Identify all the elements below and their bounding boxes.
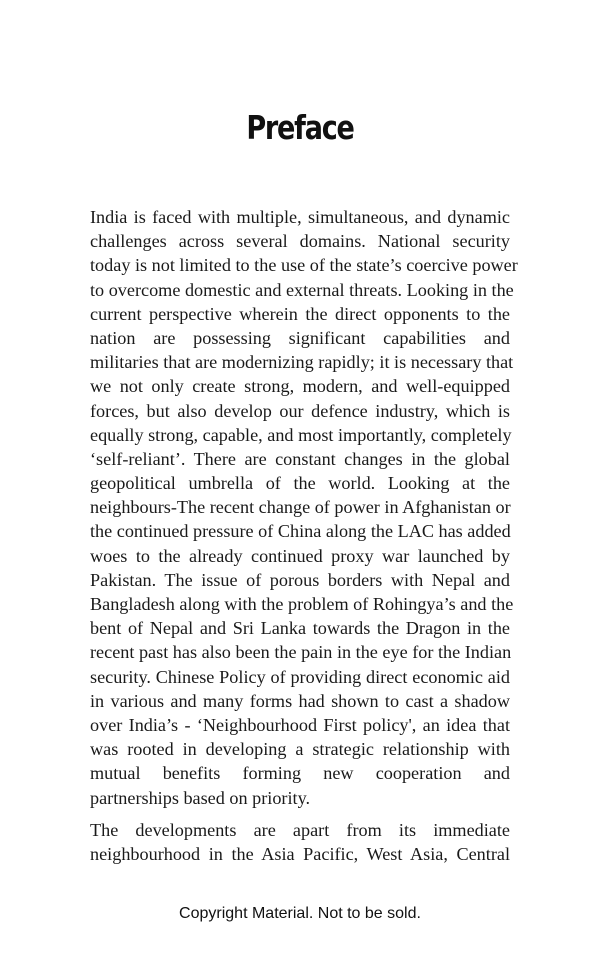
page-title: Preface <box>246 108 354 147</box>
text-line: mutual benefits forming new cooperation and <box>90 763 510 784</box>
text-line: neighbours-The recent change of power in Afghanistan or <box>90 497 511 518</box>
paragraph-spacer <box>90 810 510 818</box>
text-line: nation are possessing significant capabilities and <box>90 327 510 348</box>
text-line: challenges across several domains. National security <box>90 231 510 252</box>
text-line: the continued pressure of China along the LAC has added <box>90 521 511 542</box>
text-line: recent past has also been the pain in the eye for the Indian <box>90 642 512 663</box>
preface-body <box>90 205 518 866</box>
text-line: Bangladesh along with the problem of Rohingya’s and the <box>90 594 514 614</box>
text-line: current perspective wherein the direct opponents to the <box>90 303 510 324</box>
text-line: to overcome domestic and external threats. Looking in the <box>90 279 514 300</box>
text-line: in various and many forms had shown to cast a shadow <box>90 690 510 711</box>
text-line: Pakistan. The issue of porous borders with Nepal and <box>90 569 510 590</box>
text-line: security. Chinese Policy of providing direct economic aid <box>90 666 510 687</box>
text-line: bent of Nepal and Sri Lanka towards the Dragon in the <box>90 618 510 639</box>
text-line: ‘self-reliant’. There are constant changes in the global <box>90 448 510 469</box>
paragraph <box>90 205 518 810</box>
copyright-footer: Copyright Material. Not to be sold. <box>179 905 421 922</box>
text-line: woes to the already continued proxy war launched by <box>90 545 510 566</box>
text-line: over India’s - ‘Neighbourhood First policy', an idea that <box>90 714 510 735</box>
text-line: neighbourhood in the Asia Pacific, West Asia, Central <box>90 843 510 864</box>
text-line: partnerships based on priority. <box>90 787 311 808</box>
text-line: today is not limited to the use of the state’s coercive power <box>90 255 518 276</box>
paragraph <box>90 818 510 866</box>
text-line: we not only create strong, modern, and well-equipped <box>90 376 510 397</box>
text-line: geopolitical umbrella of the world. Looking at the <box>90 473 510 494</box>
text-line: The developments are apart from its immediate <box>90 819 510 840</box>
text-line: India is faced with multiple, simultaneous, and dynamic <box>90 207 510 227</box>
text-line: equally strong, capable, and most importantly, completely <box>90 424 512 445</box>
text-line: militaries that are modernizing rapidly; it is necessary that <box>90 352 514 373</box>
text-line: forces, but also develop our defence industry, which is <box>90 400 510 421</box>
text-line: was rooted in developing a strategic relationship with <box>90 739 510 760</box>
